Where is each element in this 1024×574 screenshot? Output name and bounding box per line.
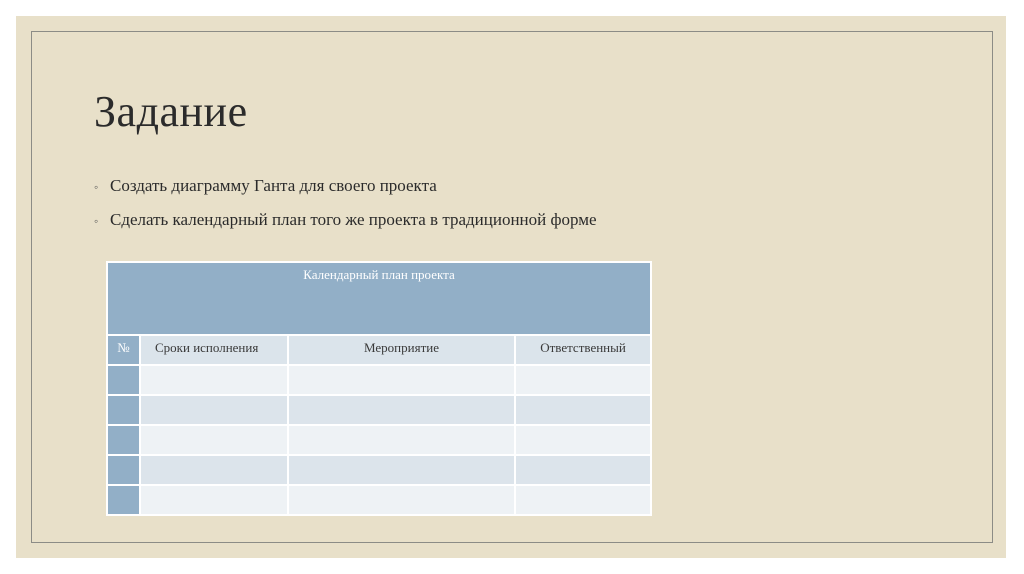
responsible-cell[interactable] [515, 395, 651, 425]
deadline-cell[interactable] [140, 395, 288, 425]
row-number-cell[interactable] [107, 425, 140, 455]
deadline-cell[interactable] [140, 425, 288, 455]
responsible-cell[interactable] [515, 425, 651, 455]
activity-cell[interactable] [288, 395, 515, 425]
deadline-cell[interactable] [140, 365, 288, 395]
responsible-cell[interactable] [515, 455, 651, 485]
activity-cell[interactable] [288, 425, 515, 455]
column-header-activity: Мероприятие [288, 335, 515, 365]
responsible-cell[interactable] [515, 365, 651, 395]
slide [16, 16, 1006, 558]
deadline-cell[interactable] [140, 455, 288, 485]
bullet-text: Сделать календарный план того же проекта в традиционной форме [110, 210, 597, 229]
row-number-cell[interactable] [107, 485, 140, 515]
table-caption: Календарный план проекта [107, 262, 651, 335]
table-row [107, 455, 651, 485]
activity-cell[interactable] [288, 485, 515, 515]
activity-cell[interactable] [288, 365, 515, 395]
column-header-number: № [107, 335, 140, 365]
bullet-item [94, 176, 597, 210]
table-header-row [107, 335, 651, 365]
responsible-cell[interactable] [515, 485, 651, 515]
table-row [107, 425, 651, 455]
column-header-deadlines: Сроки исполнения [140, 335, 288, 365]
calendar-plan-table [106, 261, 652, 516]
bullet-circle-icon: ◦ [94, 180, 99, 194]
column-header-responsible: Ответственный [515, 335, 651, 365]
row-number-cell[interactable] [107, 365, 140, 395]
deadline-cell[interactable] [140, 485, 288, 515]
row-number-cell[interactable] [107, 395, 140, 425]
row-number-cell[interactable] [107, 455, 140, 485]
slide-title: Задание [94, 87, 248, 136]
bullet-circle-icon: ◦ [94, 214, 99, 228]
bullet-text: Создать диаграмму Ганта для своего проекта [110, 176, 437, 195]
bullet-item [94, 210, 597, 244]
table-row [107, 395, 651, 425]
bullet-list [94, 176, 597, 244]
table-row [107, 365, 651, 395]
table-row [107, 485, 651, 515]
activity-cell[interactable] [288, 455, 515, 485]
